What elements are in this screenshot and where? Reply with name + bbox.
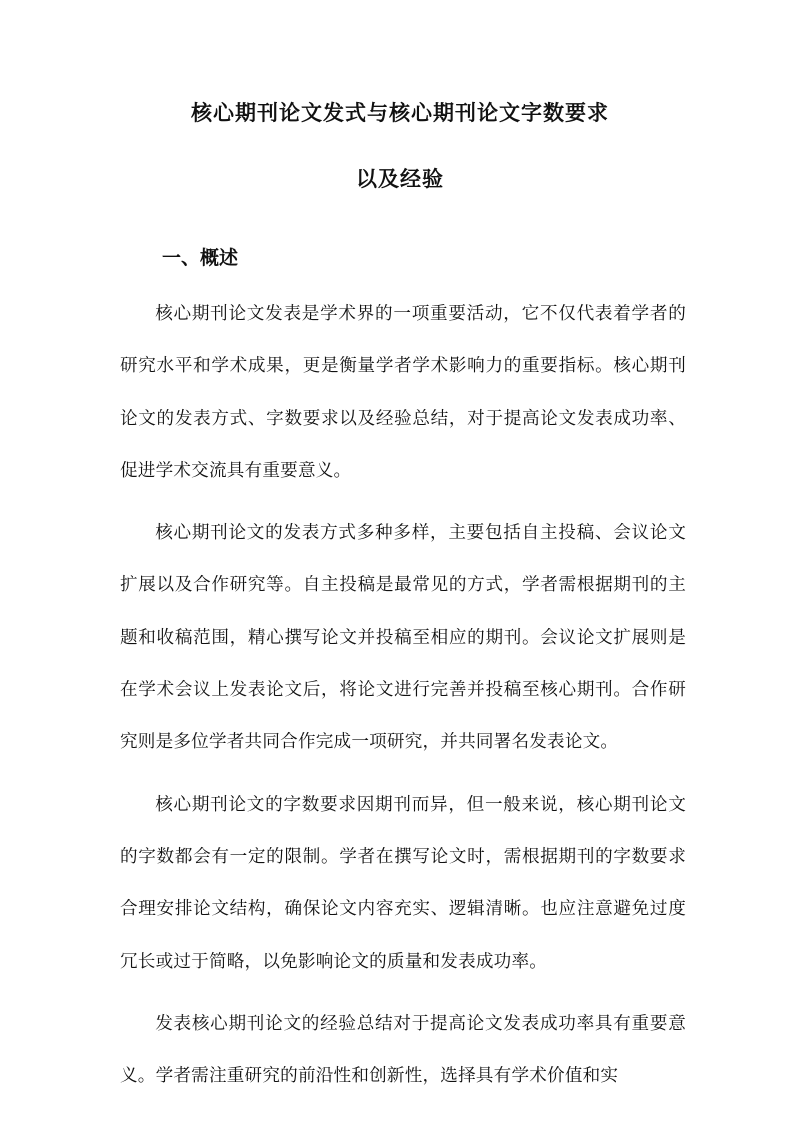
paragraph: 发表核心期刊论文的经验总结对于提高论文发表成功率具有重要意义。学者需注重研究的前沿性和创新性，选择具有学术价值和实: [120, 1013, 686, 1087]
section-heading-overview: 一、概述: [162, 247, 239, 269]
paragraph: 核心期刊论文发表是学术界的一项重要活动，它不仅代表着学者的研究水平和学术成果，更是衡量学者学术影响力的重要指标。核心期刊论文的发表方式、字数要求以及经验总结，对于提高论文发表成功率、促进学术交流具有重要意义。: [120, 304, 686, 481]
paragraph: 核心期刊论文的字数要求因期刊而异，但一般来说，核心期刊论文的字数都会有一定的限制。学者在撰写论文时，需根据期刊的字数要求合理安排论文结构，确保论文内容充实、逻辑清晰。也应注意避免过度冗长或过于简略，以免影响论文的质量和发表成功率。: [120, 794, 686, 972]
document-title-line-2: 以及经验: [356, 167, 444, 191]
document-title-line-1: 核心期刊论文发式与核心期刊论文字数要求: [191, 101, 609, 125]
paragraph: 核心期刊论文的发表方式多种多样，主要包括自主投稿、会议论文扩展以及合作研究等。自主投稿是最常见的方式，学者需根据期刊的主题和收稿范围，精心撰写论文并投稿至相应的期刊。会议论文扩展则是在学术会议上发表论文后，将论文进行完善并投稿至核心期刊。合作研究则是多位学者共同合作完成一项研究，并共同署名发表论文。: [120, 523, 686, 753]
document-body: [120, 288, 686, 1112]
